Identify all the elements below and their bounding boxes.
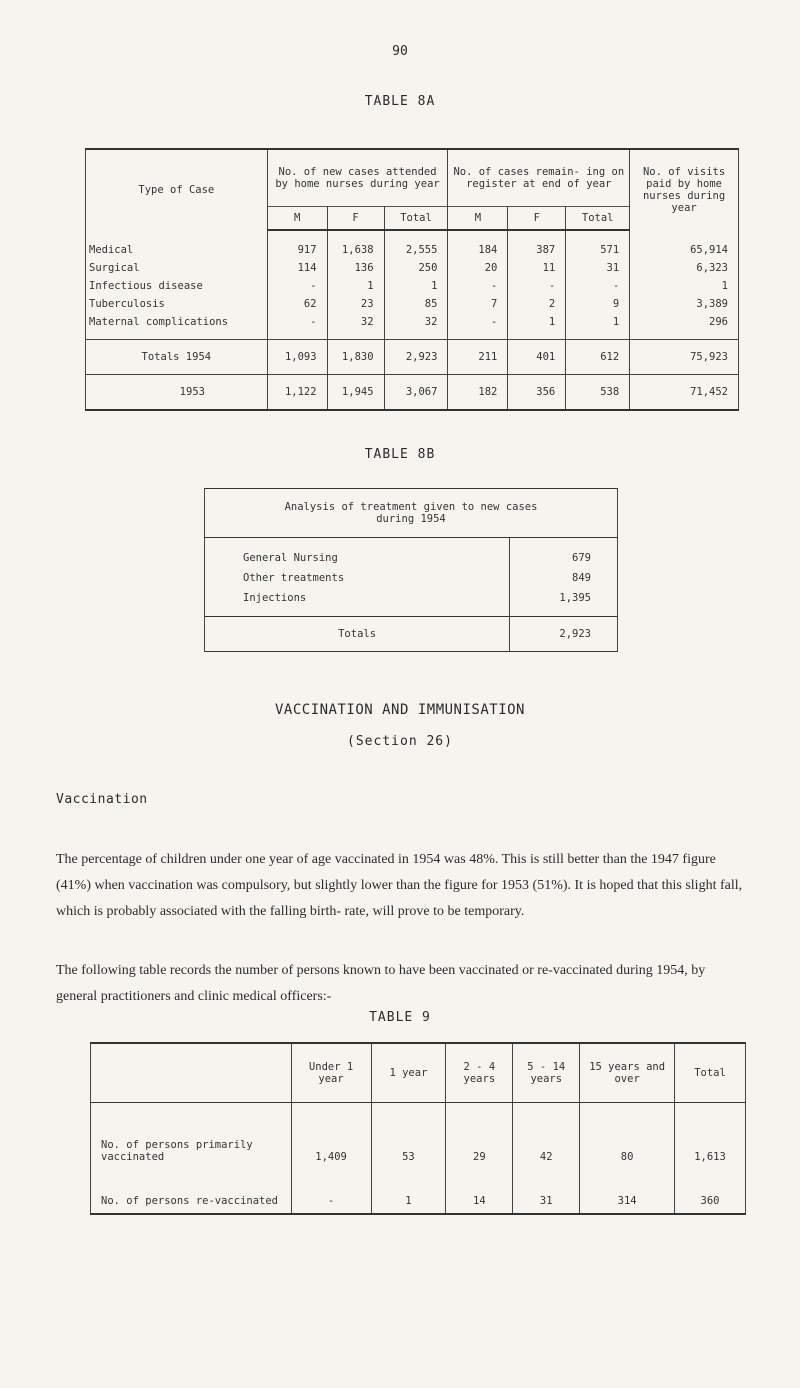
header-total: Total — [566, 207, 630, 231]
cell: - — [448, 277, 508, 295]
cell: 182 — [448, 375, 508, 411]
totals-row — [205, 617, 618, 652]
header-total: Total — [384, 207, 448, 231]
cell: 1 — [327, 277, 384, 295]
cell: 23 — [327, 295, 384, 313]
row-label: 1953 — [86, 375, 268, 411]
cell: 32 — [384, 313, 448, 340]
cell: 75,923 — [630, 340, 739, 375]
row-label: Maternal complications — [86, 313, 268, 340]
cell: 1,093 — [267, 340, 327, 375]
totals-row-1953 — [86, 375, 739, 411]
cell: 296 — [630, 313, 739, 340]
header-5-14-years: 5 - 14 years — [513, 1043, 580, 1103]
cell: 1,409 — [291, 1103, 371, 1164]
header-empty — [91, 1043, 292, 1103]
cell: 1 — [384, 277, 448, 295]
row-label: Surgical — [86, 259, 268, 277]
table-row — [205, 588, 618, 617]
cell: 42 — [513, 1103, 580, 1164]
cell: - — [267, 277, 327, 295]
header-m: M — [267, 207, 327, 231]
table-8a-title: TABLE 8A — [364, 94, 436, 109]
paragraph-table-intro: The following table records the number of persons known to have been vaccinated or re-vaccinated during 1954, by general practitioners and clinic medical officers:- — [56, 963, 706, 1004]
table-row — [91, 1163, 746, 1214]
table-8a — [85, 148, 739, 411]
cell: 31 — [513, 1163, 580, 1214]
table-9 — [90, 1042, 746, 1215]
cell: 401 — [508, 340, 566, 375]
table-row — [91, 1103, 746, 1164]
cell: 32 — [327, 313, 384, 340]
table-8b-header: Analysis of treatment given to new cases during 1954 — [205, 489, 618, 538]
cell: 387 — [508, 230, 566, 259]
header-new-cases: No. of new cases attended by home nurses during year — [267, 149, 448, 207]
cell: 136 — [327, 259, 384, 277]
cell: 1 — [630, 277, 739, 295]
row-label: General Nursing — [205, 538, 510, 569]
table-row — [205, 568, 618, 588]
header-f: F — [508, 207, 566, 231]
cell: 20 — [448, 259, 508, 277]
row-label: Other treatments — [205, 568, 510, 588]
subsection-heading: Vaccination — [56, 792, 148, 807]
section-subheading: (Section 26) — [347, 734, 453, 749]
header-visits: No. of visits paid by home nurses during year — [630, 149, 739, 230]
cell: 1 — [371, 1163, 446, 1214]
table-row — [86, 259, 739, 277]
cell: - — [291, 1163, 371, 1214]
cell: 2,923 — [510, 617, 618, 652]
cell: 1,830 — [327, 340, 384, 375]
section-heading: VACCINATION AND IMMUNISATION — [274, 702, 525, 718]
cell: 85 — [384, 295, 448, 313]
row-label: No. of persons re-vaccinated — [91, 1163, 292, 1214]
cell: 1,122 — [267, 375, 327, 411]
header-under-1-year: Under 1 year — [291, 1043, 371, 1103]
table-9-title: TABLE 9 — [369, 1010, 431, 1025]
cell: 211 — [448, 340, 508, 375]
cell: 2,923 — [384, 340, 448, 375]
cell: 1,613 — [675, 1103, 746, 1164]
cell: 538 — [566, 375, 630, 411]
header-15-years-and-over: 15 years and over — [580, 1043, 675, 1103]
cell: 612 — [566, 340, 630, 375]
cell: 71,452 — [630, 375, 739, 411]
cell: 849 — [510, 568, 618, 588]
table-row — [86, 295, 739, 313]
cell: 114 — [267, 259, 327, 277]
cell: - — [508, 277, 566, 295]
paragraph-vaccination: The percentage of children under one year of age vaccinated in 1954 was 48%. This is still better than the 1947 figure (41%) when vaccination was compulsory, but slightly lower than the figure for 1953 (51%). It is hoped that this slight fall, which is probably associated with the falling birth- rate, will prove to be temporary. — [56, 852, 743, 919]
row-label: Totals 1954 — [86, 340, 268, 375]
table-8b-title: TABLE 8B — [364, 447, 436, 462]
cell: 1 — [508, 313, 566, 340]
header-type-of-case: Type of Case — [86, 149, 268, 230]
cell: 7 — [448, 295, 508, 313]
row-label: Infectious disease — [86, 277, 268, 295]
cell: 53 — [371, 1103, 446, 1164]
header-2-4-years: 2 - 4 years — [446, 1043, 513, 1103]
cell: 29 — [446, 1103, 513, 1164]
cell: - — [267, 313, 327, 340]
table-row — [86, 277, 739, 295]
cell: 3,389 — [630, 295, 739, 313]
table-8b — [204, 488, 618, 652]
header-remaining: No. of cases remain- ing on register at end of year — [448, 149, 630, 207]
table-row — [205, 538, 618, 569]
cell: 1 — [566, 313, 630, 340]
cell: 31 — [566, 259, 630, 277]
row-label: Totals — [205, 617, 510, 652]
cell: - — [566, 277, 630, 295]
row-label: Medical — [86, 230, 268, 259]
header-f: F — [327, 207, 384, 231]
cell: 679 — [510, 538, 618, 569]
cell: 1,395 — [510, 588, 618, 617]
totals-row-1954 — [86, 340, 739, 375]
cell: 250 — [384, 259, 448, 277]
cell: 1,638 — [327, 230, 384, 259]
cell: 184 — [448, 230, 508, 259]
cell: - — [448, 313, 508, 340]
cell: 571 — [566, 230, 630, 259]
cell: 14 — [446, 1163, 513, 1214]
row-label: Injections — [205, 588, 510, 617]
cell: 2 — [508, 295, 566, 313]
cell: 62 — [267, 295, 327, 313]
row-label: Tuberculosis — [86, 295, 268, 313]
page-number: 90 — [392, 44, 408, 59]
cell: 1,945 — [327, 375, 384, 411]
cell: 65,914 — [630, 230, 739, 259]
cell: 11 — [508, 259, 566, 277]
cell: 314 — [580, 1163, 675, 1214]
cell: 9 — [566, 295, 630, 313]
cell: 3,067 — [384, 375, 448, 411]
row-label: No. of persons primarily vaccinated — [91, 1103, 292, 1164]
cell: 360 — [675, 1163, 746, 1214]
header-m: M — [448, 207, 508, 231]
table-row — [86, 230, 739, 259]
cell: 917 — [267, 230, 327, 259]
table-row — [86, 313, 739, 340]
cell: 6,323 — [630, 259, 739, 277]
header-1-year: 1 year — [371, 1043, 446, 1103]
cell: 2,555 — [384, 230, 448, 259]
cell: 80 — [580, 1103, 675, 1164]
header-total: Total — [675, 1043, 746, 1103]
cell: 356 — [508, 375, 566, 411]
